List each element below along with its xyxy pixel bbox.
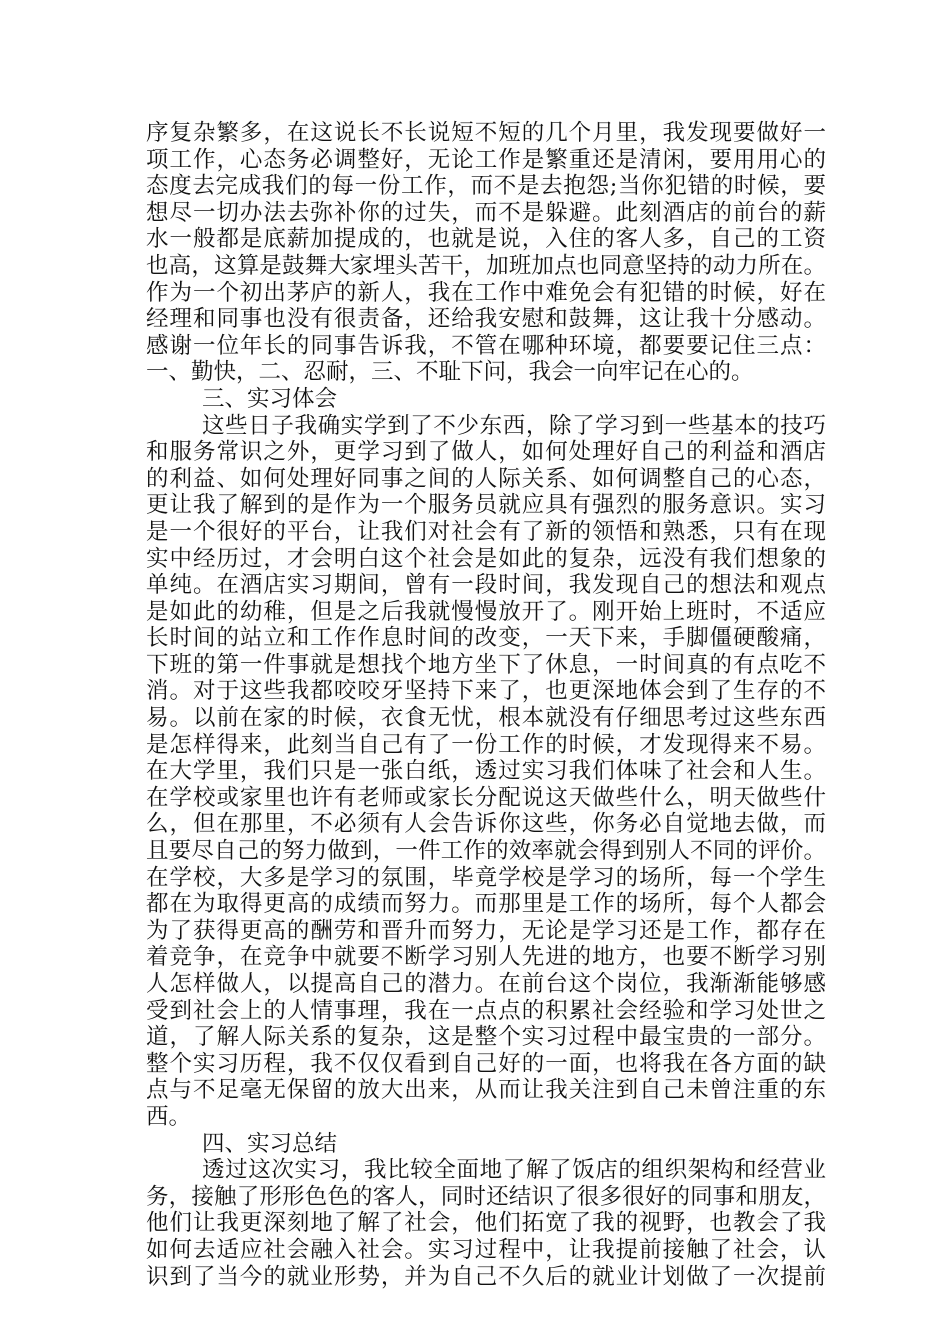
text-line: 更让我了解到的是作为一个服务员就应具有强烈的服务意识。实习: [146, 492, 826, 519]
text-line: 且要尽自己的努力做到，一件工作的效率就会得到别人不同的评价。: [146, 838, 826, 865]
section-heading: 四、实习总结: [202, 1130, 338, 1157]
text-line: 为了获得更高的酬劳和晋升而努力，无论是学习还是工作，都存在: [146, 917, 826, 944]
text-line: 是怎样得来，此刻当自己有了一份工作的时候，才发现得来不易。: [146, 731, 826, 758]
text-line: 如何去适应社会融入社会。实习过程中，让我提前接触了社会，认: [146, 1236, 826, 1263]
text-line: 在大学里，我们只是一张白纸，透过实习我们体味了社会和人生。: [146, 758, 826, 785]
text-line: 务，接触了形形色色的客人，同时还结识了很多很好的同事和朋友，: [146, 1183, 826, 1210]
text-line: 透过这次实习，我比较全面地了解了饭店的组织架构和经营业: [202, 1157, 826, 1184]
text-line: 实中经历过，才会明白这个社会是如此的复杂，远没有我们想象的: [146, 545, 826, 572]
text-line: 易。以前在家的时候，衣食无忧，根本就没有仔细思考过这些东西: [146, 705, 826, 732]
text-line: 项工作，心态务必调整好，无论工作是繁重还是清闲，要用用心的: [146, 146, 826, 173]
text-line: 消。对于这些我都咬咬牙坚持下来了，也更深地体会到了生存的不: [146, 678, 826, 705]
text-line: 水一般都是底薪加提成的，也就是说，入住的客人多，自己的工资: [146, 226, 826, 253]
text-line: 在学校，大多是学习的氛围，毕竟学校是学习的场所，每一个学生: [146, 864, 826, 891]
text-line: 这些日子我确实学到了不少东西，除了学习到一些基本的技巧: [202, 412, 826, 439]
text-line: 单纯。在酒店实习期间，曾有一段时间，我发现自己的想法和观点: [146, 572, 826, 599]
text-line: 长时间的站立和工作作息时间的改变，一天下来，手脚僵硬酸痛，: [146, 625, 826, 652]
text-line: 着竞争，在竞争中就要不断学习别人先进的地方，也要不断学习别: [146, 944, 826, 971]
text-line: 想尽一切办法去弥补你的过失，而不是躲避。此刻酒店的前台的薪: [146, 199, 826, 226]
text-line: 识到了当今的就业形势，并为自己不久后的就业计划做了一次提前: [146, 1263, 826, 1290]
text-line: 道，了解人际关系的复杂，这是整个实习过程中最宝贵的一部分。: [146, 1024, 826, 1051]
text-line: 人怎样做人，以提高自己的潜力。在前台这个岗位，我渐渐能够感: [146, 971, 826, 997]
text-line: 经理和同事也没有很责备，还给我安慰和鼓舞，这让我十分感动。: [146, 306, 826, 333]
text-line: 是一个很好的平台，让我们对社会有了新的领悟和熟悉，只有在现: [146, 518, 826, 545]
text-line: 态度去完成我们的每一份工作，而不是去抱怨;当你犯错的时候，要: [146, 173, 826, 200]
section-heading: 三、实习体会: [202, 385, 338, 412]
text-line: 么，但在那里，不必须有人会告诉你这些，你务必自觉地去做，而: [146, 811, 826, 838]
text-line: 的利益、如何处理好同事之间的人际关系、如何调整自己的心态，: [146, 465, 826, 492]
text-line: 是如此的幼稚，但是之后我就慢慢放开了。刚开始上班时，不适应: [146, 598, 826, 625]
body-text: [146, 120, 826, 1290]
text-line: 整个实习历程，我不仅仅看到自己好的一面，也将我在各方面的缺: [146, 1050, 826, 1077]
text-line: 在学校或家里也许有老师或家长分配说这天做些什么，明天做些什: [146, 784, 826, 811]
text-line: 他们让我更深刻地了解了社会，他们拓宽了我的视野，也教会了我: [146, 1210, 826, 1237]
text-line: 西。: [146, 1103, 192, 1130]
text-line: 感谢一位年长的同事告诉我，不管在哪种环境，都要要记住三点：: [146, 332, 826, 359]
text-line: 都在为取得更高的成绩而努力。而那里是工作的场所，每个人都会: [146, 891, 826, 918]
text-line: 点与不足毫无保留的放大出来，从而让我关注到自己未曾注重的东: [146, 1077, 826, 1104]
text-line: 一、勤快，二、忍耐，三、不耻下问，我会一向牢记在心的。: [146, 359, 754, 386]
text-line: 作为一个初出茅庐的新人，我在工作中难免会有犯错的时候，好在: [146, 279, 826, 306]
text-line: 也高，这算是鼓舞大家埋头苦干，加班加点也同意坚持的动力所在。: [146, 252, 826, 279]
text-line: 受到社会上的人情事理，我在一点点的积累社会经验和学习处世之: [146, 997, 826, 1024]
text-line: 下班的第一件事就是想找个地方坐下了休息，一时间真的有点吃不: [146, 651, 826, 678]
text-line: 序复杂繁多，在这说长不长说短不短的几个月里，我发现要做好一: [146, 120, 826, 146]
text-line: 和服务常识之外，更学习到了做人，如何处理好自己的利益和酒店: [146, 439, 826, 466]
